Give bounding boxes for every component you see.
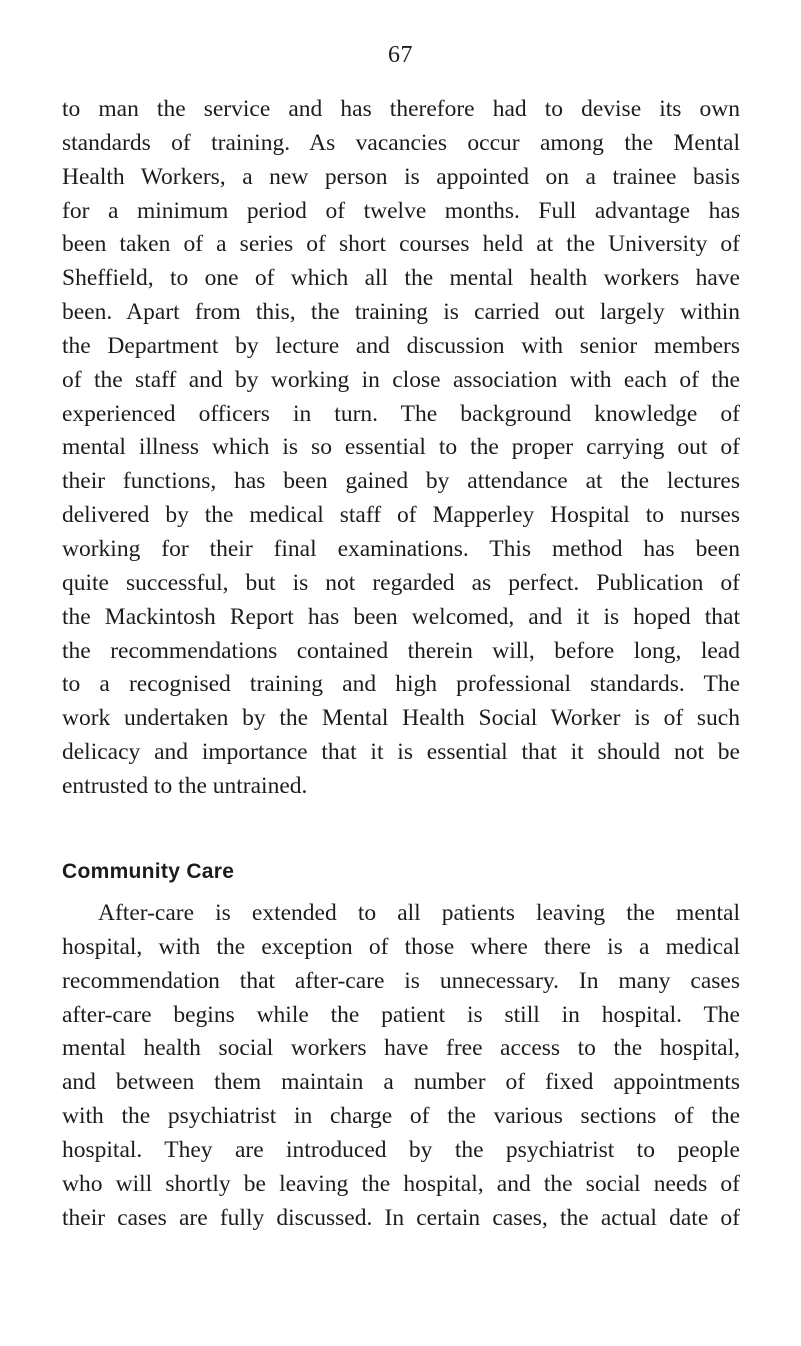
text-line: standards of training. As vacancies occur among the Mental xyxy=(62,129,740,156)
text-line: mental health social workers have free access to the hospital, xyxy=(62,1035,740,1062)
text-line: to a recognised training and high professional standards. The xyxy=(62,671,740,698)
text-line: work undertaken by the Mental Health Social Worker is of such xyxy=(62,705,740,732)
text-line: working for their final examinations. This method has been xyxy=(62,535,740,562)
text-line: mental illness which is so essential to the proper carrying out of xyxy=(62,434,740,461)
text-line: their cases are fully discussed. In certain cases, the actual date of xyxy=(62,1204,740,1231)
text-line: and between them maintain a number of fixed appointments xyxy=(62,1069,740,1096)
text-line: hospital. They are introduced by the psychiatrist to people xyxy=(62,1136,740,1163)
text-line: Sheffield, to one of which all the mental health workers have xyxy=(62,265,740,292)
text-line: quite successful, but is not regarded as perfect. Publication of xyxy=(62,569,740,596)
text-line: for a minimum period of twelve months. Full advantage has xyxy=(62,197,740,224)
text-line: been. Apart from this, the training is carried out largely within xyxy=(62,299,740,326)
text-line: entrusted to the untrained. xyxy=(62,772,308,799)
section-heading: Community Care xyxy=(62,860,235,883)
text-line: After-care is extended to all patients leaving the mental xyxy=(98,900,740,926)
text-line: recommendation that after-care is unnecessary. In many cases xyxy=(62,967,740,994)
text-line: experienced officers in turn. The background knowledge of xyxy=(62,400,740,427)
text-line: after-care begins while the patient is still in hospital. The xyxy=(62,1001,740,1028)
paragraph-community-care xyxy=(62,897,740,1235)
text-line: with the psychiatrist in charge of the various sections of the xyxy=(62,1103,740,1130)
page-number: 67 xyxy=(388,42,413,68)
text-line: the Department by lecture and discussion with senior members xyxy=(62,332,740,359)
text-line: their functions, has been gained by attendance at the lectures xyxy=(62,468,740,495)
text-line: Health Workers, a new person is appointed on a trainee basis xyxy=(62,163,740,190)
text-line: the recommendations contained therein will, before long, lead xyxy=(62,637,740,664)
text-line: who will shortly be leaving the hospital, and the social needs of xyxy=(62,1170,740,1197)
text-line: been taken of a series of short courses held at the University of xyxy=(62,231,740,258)
text-line: to man the service and has therefore had to devise its own xyxy=(62,96,740,122)
paragraph-training xyxy=(62,93,740,804)
text-line: hospital, with the exception of those where there is a medical xyxy=(62,933,740,960)
text-line: of the staff and by working in close association with each of the xyxy=(62,366,740,393)
text-line: delivered by the medical staff of Mapperley Hospital to nurses xyxy=(62,502,740,529)
text-line: the Mackintosh Report has been welcomed, and it is hoped that xyxy=(62,603,740,630)
text-line: delicacy and importance that it is essential that it should not be xyxy=(62,739,740,766)
